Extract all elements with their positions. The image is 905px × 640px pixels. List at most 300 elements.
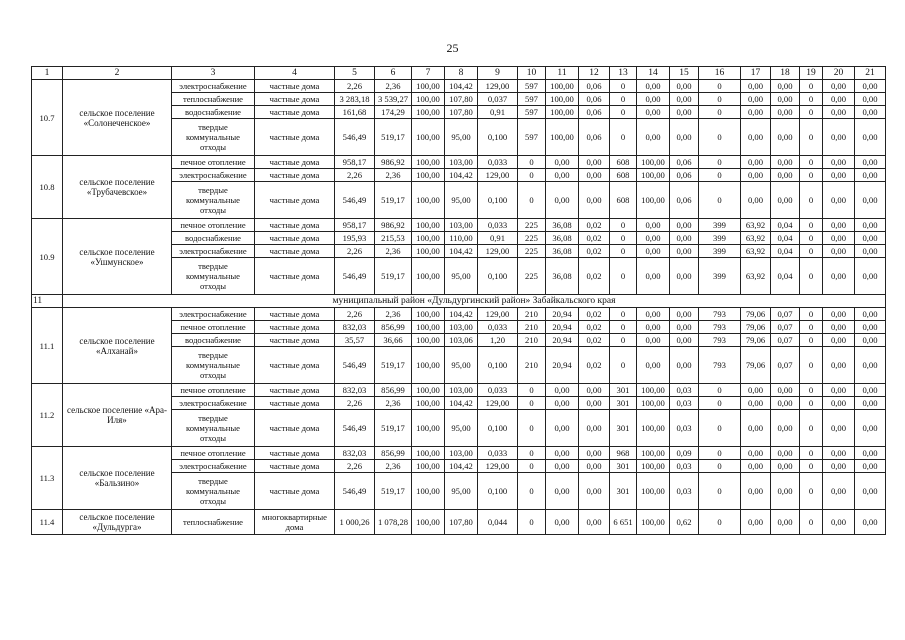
- table-cell: 0,06: [670, 169, 699, 182]
- table-cell: 0,07: [771, 308, 800, 321]
- table-cell: 129,00: [478, 460, 518, 473]
- col-header: 16: [699, 67, 741, 80]
- table-cell: 0,00: [771, 169, 800, 182]
- table-cell: 0,033: [478, 156, 518, 169]
- table-cell: 95,00: [445, 119, 478, 156]
- table-cell: 0,00: [771, 397, 800, 410]
- housing-type: частные дома: [255, 80, 335, 93]
- table-cell: 95,00: [445, 473, 478, 510]
- service-type: твердые коммунальные отходы: [172, 182, 255, 219]
- table-cell: 6 651: [610, 510, 637, 535]
- table-cell: 0,00: [579, 460, 610, 473]
- table-cell: 0: [800, 219, 823, 232]
- table-cell: 3 539,27: [375, 93, 412, 106]
- table-cell: 0,00: [855, 410, 886, 447]
- table-cell: 0,00: [855, 397, 886, 410]
- col-header: 17: [741, 67, 771, 80]
- table-cell: 0,00: [670, 334, 699, 347]
- table-cell: 0,00: [855, 384, 886, 397]
- table-cell: 0,00: [823, 258, 855, 295]
- table-cell: 100,00: [546, 106, 579, 119]
- table-cell: 0,00: [823, 397, 855, 410]
- table-cell: 100,00: [412, 384, 445, 397]
- table-cell: 0,02: [579, 347, 610, 384]
- table-cell: 986,92: [375, 219, 412, 232]
- table-cell: 100,00: [412, 106, 445, 119]
- table-cell: 129,00: [478, 245, 518, 258]
- service-type: водоснабжение: [172, 334, 255, 347]
- table-cell: 2,26: [335, 460, 375, 473]
- table-cell: 0: [800, 384, 823, 397]
- table-cell: 36,66: [375, 334, 412, 347]
- table-cell: 103,00: [445, 156, 478, 169]
- table-cell: 0,00: [741, 156, 771, 169]
- table-cell: 0,00: [855, 119, 886, 156]
- table-cell: 0,033: [478, 219, 518, 232]
- housing-type: частные дома: [255, 334, 335, 347]
- table-cell: 100,00: [412, 232, 445, 245]
- table-cell: 36,08: [546, 258, 579, 295]
- col-header: 3: [172, 67, 255, 80]
- table-cell: 0,00: [670, 308, 699, 321]
- table-cell: 79,06: [741, 347, 771, 384]
- table-cell: 0,00: [670, 232, 699, 245]
- table-cell: 100,00: [412, 460, 445, 473]
- housing-type: частные дома: [255, 410, 335, 447]
- table-cell: 0,00: [855, 93, 886, 106]
- table-cell: 0,91: [478, 106, 518, 119]
- table-cell: 63,92: [741, 219, 771, 232]
- table-cell: 0: [518, 510, 546, 535]
- table-cell: 2,36: [375, 80, 412, 93]
- table-cell: 0: [518, 182, 546, 219]
- table-cell: 0,07: [771, 334, 800, 347]
- table-cell: 0,100: [478, 258, 518, 295]
- housing-type: частные дома: [255, 321, 335, 334]
- table-cell: 0: [610, 80, 637, 93]
- table-cell: 0,00: [823, 245, 855, 258]
- table-row: [32, 384, 886, 397]
- table-cell: 100,00: [637, 397, 670, 410]
- section-title: муниципальный район «Дульдургинский район» Забайкальского края: [63, 295, 886, 308]
- table-cell: 2,26: [335, 169, 375, 182]
- table-cell: 0,00: [670, 321, 699, 334]
- table-cell: 0,00: [637, 232, 670, 245]
- table-cell: 95,00: [445, 410, 478, 447]
- table-cell: 597: [518, 106, 546, 119]
- table-cell: 0: [610, 106, 637, 119]
- table-cell: 0,04: [771, 258, 800, 295]
- table-cell: 100,00: [412, 347, 445, 384]
- service-type: печное отопление: [172, 321, 255, 334]
- table-cell: 0,00: [546, 182, 579, 219]
- table-cell: 100,00: [412, 93, 445, 106]
- table-cell: 0: [800, 321, 823, 334]
- table-cell: 100,00: [412, 321, 445, 334]
- table-cell: 0,00: [546, 460, 579, 473]
- table-cell: 0,00: [579, 510, 610, 535]
- table-cell: 0,00: [637, 219, 670, 232]
- housing-type: частные дома: [255, 308, 335, 321]
- table-cell: 0,00: [579, 447, 610, 460]
- table-cell: 0,00: [855, 258, 886, 295]
- table-cell: 0,00: [771, 156, 800, 169]
- table-cell: 0,00: [771, 106, 800, 119]
- table-cell: 546,49: [335, 182, 375, 219]
- service-type: электроснабжение: [172, 308, 255, 321]
- col-header: 8: [445, 67, 478, 80]
- service-type: печное отопление: [172, 447, 255, 460]
- table-cell: 0,00: [855, 321, 886, 334]
- table-cell: 0,00: [546, 473, 579, 510]
- col-header: 18: [771, 67, 800, 80]
- table-row: [32, 219, 886, 232]
- table-cell: 546,49: [335, 347, 375, 384]
- table-cell: 0,02: [579, 219, 610, 232]
- table-cell: 0,00: [823, 106, 855, 119]
- table-cell: 0,00: [741, 460, 771, 473]
- table-cell: 129,00: [478, 80, 518, 93]
- table-cell: 0,00: [823, 169, 855, 182]
- table-cell: 793: [699, 347, 741, 384]
- table-cell: 0,00: [823, 156, 855, 169]
- table-cell: 35,57: [335, 334, 375, 347]
- table-cell: 0: [699, 397, 741, 410]
- table-cell: 0,00: [546, 156, 579, 169]
- table-cell: 0,00: [855, 182, 886, 219]
- table-cell: 63,92: [741, 258, 771, 295]
- table-cell: 0,00: [670, 347, 699, 384]
- settlement-name: сельское поселение «Солонеченское»: [63, 80, 172, 156]
- table-cell: 0,00: [823, 232, 855, 245]
- table-cell: 0,04: [771, 245, 800, 258]
- table-cell: 0,00: [741, 169, 771, 182]
- table-cell: 0: [610, 232, 637, 245]
- table-cell: 0: [699, 510, 741, 535]
- table-cell: 79,06: [741, 321, 771, 334]
- settlement-number: 10.7: [32, 80, 63, 156]
- table-cell: 104,42: [445, 397, 478, 410]
- table-cell: 0,00: [579, 397, 610, 410]
- table-cell: 0,00: [855, 80, 886, 93]
- table-cell: 95,00: [445, 258, 478, 295]
- table-cell: 0: [800, 258, 823, 295]
- table-cell: 399: [699, 232, 741, 245]
- table-cell: 0: [518, 169, 546, 182]
- table-cell: 399: [699, 245, 741, 258]
- table-cell: 0,04: [771, 219, 800, 232]
- table-cell: 215,53: [375, 232, 412, 245]
- service-type: печное отопление: [172, 156, 255, 169]
- table-cell: 0,00: [741, 384, 771, 397]
- table-cell: 100,00: [637, 169, 670, 182]
- table-cell: 210: [518, 334, 546, 347]
- settlement-number: 11.1: [32, 308, 63, 384]
- table-cell: 0,00: [637, 321, 670, 334]
- table-cell: 0,00: [855, 219, 886, 232]
- table-cell: 0,00: [637, 80, 670, 93]
- table-cell: 597: [518, 119, 546, 156]
- table-cell: 0,00: [823, 321, 855, 334]
- table-cell: 2,26: [335, 80, 375, 93]
- table-cell: 832,03: [335, 447, 375, 460]
- table-cell: 0: [800, 308, 823, 321]
- table-cell: 103,00: [445, 447, 478, 460]
- table-cell: 0: [518, 473, 546, 510]
- housing-type: частные дома: [255, 460, 335, 473]
- table-cell: 0: [699, 473, 741, 510]
- table-cell: 0,00: [637, 93, 670, 106]
- col-header: 2: [63, 67, 172, 80]
- table-cell: 103,00: [445, 384, 478, 397]
- table-cell: 0,00: [823, 473, 855, 510]
- table-cell: 20,94: [546, 321, 579, 334]
- table-row: [32, 80, 886, 93]
- service-type: электроснабжение: [172, 169, 255, 182]
- table-cell: 0,00: [855, 106, 886, 119]
- table-cell: 0,00: [771, 460, 800, 473]
- table-cell: 0,00: [855, 473, 886, 510]
- table-cell: 0,00: [741, 510, 771, 535]
- table-cell: 0,00: [741, 80, 771, 93]
- table-cell: 0,00: [771, 93, 800, 106]
- table-cell: 519,17: [375, 410, 412, 447]
- table-cell: 63,92: [741, 232, 771, 245]
- housing-type: частные дома: [255, 473, 335, 510]
- table-cell: 0: [699, 93, 741, 106]
- table-cell: 546,49: [335, 410, 375, 447]
- table-cell: 608: [610, 156, 637, 169]
- table-cell: 0: [699, 460, 741, 473]
- table-cell: 0,00: [823, 460, 855, 473]
- table-cell: 301: [610, 384, 637, 397]
- service-type: печное отопление: [172, 384, 255, 397]
- table-cell: 0,04: [771, 232, 800, 245]
- table-cell: 0: [800, 156, 823, 169]
- settlement-name: сельское поселение «Бальзино»: [63, 447, 172, 510]
- table-cell: 2,36: [375, 245, 412, 258]
- table-cell: 519,17: [375, 347, 412, 384]
- table-cell: 225: [518, 232, 546, 245]
- table-cell: 0,100: [478, 347, 518, 384]
- table-cell: 0,00: [579, 473, 610, 510]
- table-cell: 79,06: [741, 334, 771, 347]
- table-cell: 0,00: [741, 106, 771, 119]
- table-cell: 100,00: [637, 510, 670, 535]
- table-cell: 0,00: [546, 447, 579, 460]
- table-cell: 79,06: [741, 308, 771, 321]
- table-cell: 0: [610, 321, 637, 334]
- table-cell: 161,68: [335, 106, 375, 119]
- table-cell: 0,06: [579, 93, 610, 106]
- table-cell: 0,02: [579, 258, 610, 295]
- table-cell: 0,00: [855, 460, 886, 473]
- page-number: 25: [446, 41, 459, 55]
- table-cell: 20,94: [546, 308, 579, 321]
- table-cell: 0,037: [478, 93, 518, 106]
- table-cell: 103,00: [445, 321, 478, 334]
- table-cell: 2,26: [335, 308, 375, 321]
- table-cell: 0: [800, 510, 823, 535]
- table-cell: 546,49: [335, 119, 375, 156]
- table-cell: 36,08: [546, 245, 579, 258]
- table-cell: 20,94: [546, 334, 579, 347]
- table-cell: 0: [800, 334, 823, 347]
- table-cell: 301: [610, 410, 637, 447]
- table-cell: 0,100: [478, 182, 518, 219]
- table-cell: 0,00: [771, 410, 800, 447]
- table-cell: 0: [699, 410, 741, 447]
- table-cell: 104,42: [445, 169, 478, 182]
- table-cell: 0,00: [823, 219, 855, 232]
- table-cell: 0,00: [855, 347, 886, 384]
- table-cell: 793: [699, 334, 741, 347]
- table-cell: 958,17: [335, 156, 375, 169]
- table-cell: 0,03: [670, 410, 699, 447]
- settlement-number: 10.8: [32, 156, 63, 219]
- table-cell: 793: [699, 321, 741, 334]
- table-cell: 856,99: [375, 321, 412, 334]
- table-cell: 0,033: [478, 321, 518, 334]
- col-header: 21: [855, 67, 886, 80]
- table-cell: 0,00: [823, 182, 855, 219]
- table-cell: 0,00: [823, 334, 855, 347]
- table-cell: 0,03: [670, 460, 699, 473]
- table-cell: 0,00: [823, 347, 855, 384]
- table-cell: 0,06: [579, 106, 610, 119]
- table-cell: 0: [800, 93, 823, 106]
- table-cell: 0,00: [741, 397, 771, 410]
- service-type: печное отопление: [172, 219, 255, 232]
- table-cell: 0,02: [579, 245, 610, 258]
- table-cell: 0,00: [771, 510, 800, 535]
- table-cell: 301: [610, 397, 637, 410]
- table-cell: 0,02: [579, 308, 610, 321]
- col-header: 5: [335, 67, 375, 80]
- table-cell: 0: [800, 182, 823, 219]
- table-cell: 0,00: [741, 93, 771, 106]
- table-cell: 968: [610, 447, 637, 460]
- table-cell: 0: [518, 397, 546, 410]
- table-cell: 0: [518, 384, 546, 397]
- table-cell: 0,00: [855, 156, 886, 169]
- table-cell: 399: [699, 219, 741, 232]
- service-type: водоснабжение: [172, 106, 255, 119]
- service-type: электроснабжение: [172, 80, 255, 93]
- col-header: 14: [637, 67, 670, 80]
- col-header: 20: [823, 67, 855, 80]
- table-cell: 546,49: [335, 473, 375, 510]
- table-cell: 36,08: [546, 219, 579, 232]
- table-cell: 0: [518, 460, 546, 473]
- table-cell: 100,00: [637, 156, 670, 169]
- table-cell: 100,00: [412, 156, 445, 169]
- service-type: водоснабжение: [172, 232, 255, 245]
- table-cell: 100,00: [637, 182, 670, 219]
- table-cell: 0,00: [771, 182, 800, 219]
- table-cell: 0: [699, 182, 741, 219]
- district-section-row: [32, 295, 886, 308]
- table-cell: 0: [699, 80, 741, 93]
- table-cell: 100,00: [546, 93, 579, 106]
- table-cell: 107,80: [445, 106, 478, 119]
- table-cell: 832,03: [335, 321, 375, 334]
- table-cell: 210: [518, 321, 546, 334]
- table-cell: 0,00: [741, 119, 771, 156]
- table-cell: 0: [699, 384, 741, 397]
- settlement-name: сельское поселение «Трубачевское»: [63, 156, 172, 219]
- table-cell: 0,00: [855, 308, 886, 321]
- service-type: теплоснабжение: [172, 93, 255, 106]
- table-cell: 519,17: [375, 182, 412, 219]
- table-cell: 0,00: [771, 119, 800, 156]
- table-cell: 0,02: [579, 232, 610, 245]
- table-cell: 0: [800, 232, 823, 245]
- table-cell: 225: [518, 219, 546, 232]
- settlement-name: сельское поселение «Ушмунское»: [63, 219, 172, 295]
- column-number-row: [32, 67, 886, 80]
- table-cell: 100,00: [412, 80, 445, 93]
- housing-type: частные дома: [255, 182, 335, 219]
- table-cell: 2,36: [375, 169, 412, 182]
- table-cell: 100,00: [412, 334, 445, 347]
- table-cell: 0,00: [579, 169, 610, 182]
- table-cell: 20,94: [546, 347, 579, 384]
- table-cell: 1 078,28: [375, 510, 412, 535]
- table-cell: 36,08: [546, 232, 579, 245]
- col-header: 1: [32, 67, 63, 80]
- table-cell: 95,00: [445, 182, 478, 219]
- table-cell: 63,92: [741, 245, 771, 258]
- table-cell: 0,00: [823, 93, 855, 106]
- table-cell: 129,00: [478, 169, 518, 182]
- table-cell: 0,06: [579, 119, 610, 156]
- table-cell: 0: [800, 473, 823, 510]
- table-cell: 0,00: [579, 182, 610, 219]
- settlement-number: 11.4: [32, 510, 63, 535]
- table-cell: 100,00: [637, 473, 670, 510]
- col-header: 15: [670, 67, 699, 80]
- table-cell: 0,00: [637, 119, 670, 156]
- table-cell: 0,06: [579, 80, 610, 93]
- table-cell: 0,03: [670, 397, 699, 410]
- table-cell: 0,00: [670, 119, 699, 156]
- table-cell: 0,00: [741, 447, 771, 460]
- table-cell: 0: [800, 119, 823, 156]
- col-header: 12: [579, 67, 610, 80]
- service-type: теплоснабжение: [172, 510, 255, 535]
- settlement-name: сельское поселение «Ара-Иля»: [63, 384, 172, 447]
- housing-type: частные дома: [255, 93, 335, 106]
- table-cell: 2,36: [375, 308, 412, 321]
- table-cell: 0,00: [546, 510, 579, 535]
- table-cell: 100,00: [412, 397, 445, 410]
- col-header: 4: [255, 67, 335, 80]
- col-header: 7: [412, 67, 445, 80]
- table-cell: 0: [699, 119, 741, 156]
- table-cell: 0: [699, 169, 741, 182]
- service-type: электроснабжение: [172, 460, 255, 473]
- table-cell: 301: [610, 473, 637, 510]
- table-cell: 0,00: [741, 410, 771, 447]
- table-cell: 107,80: [445, 510, 478, 535]
- service-type: твердые коммунальные отходы: [172, 473, 255, 510]
- housing-type: частные дома: [255, 447, 335, 460]
- table-cell: 0,00: [670, 93, 699, 106]
- table-cell: 100,00: [412, 510, 445, 535]
- table-cell: 129,00: [478, 308, 518, 321]
- table-cell: 0,00: [637, 308, 670, 321]
